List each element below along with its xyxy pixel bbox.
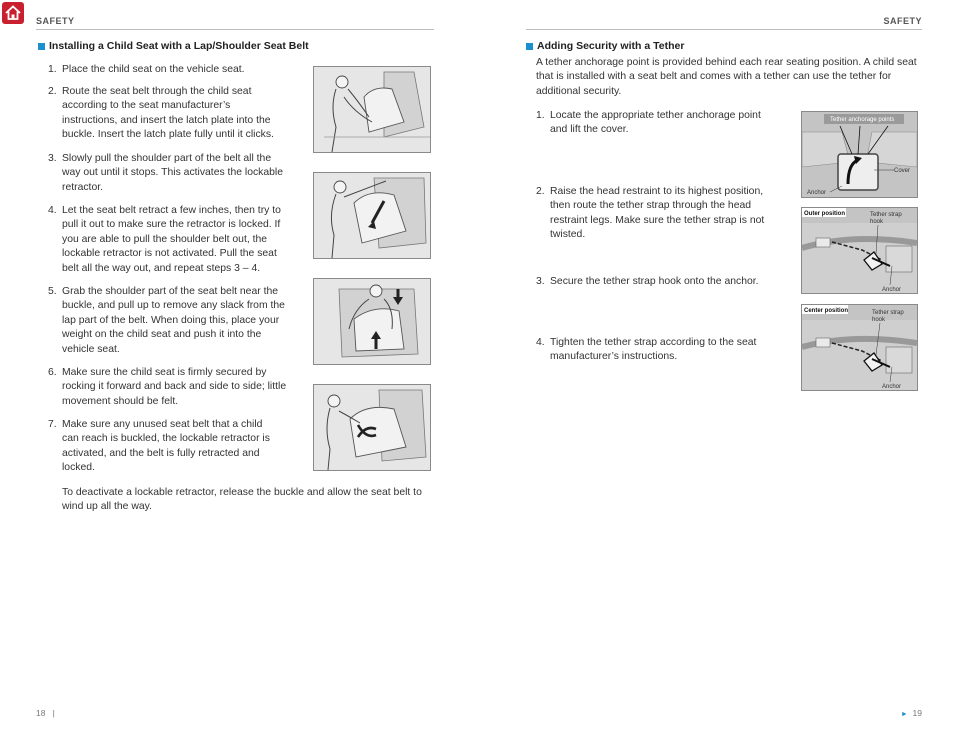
right-section-header: SAFETY: [883, 16, 922, 26]
left-step-7: 7. Make sure any unused seat belt that a child can reach is buckled, the lockable retractor is activated, and the belt is fully retracted and locked.: [48, 419, 270, 474]
section-square-icon: [526, 43, 533, 50]
left-note: To deactivate a lockable retractor, release the buckle and allow the seat belt to wind up all the way.: [62, 487, 422, 513]
fig2-hook-label-2: hook: [870, 219, 884, 225]
fig3-anchor-label: Anchor: [882, 384, 902, 390]
left-step-3: 3. Slowly pull the shoulder part of the belt all the way out until it stops. This activates the lockable retractor.: [48, 153, 284, 193]
illustration-pull-shoulder-belt: [313, 172, 431, 259]
fig3-hook-label-2: hook: [872, 317, 886, 323]
left-section-title-text: Installing a Child Seat with a Lap/Shoulder Seat Belt: [49, 40, 309, 52]
fig3-position-label: Center position: [804, 308, 849, 314]
fig1-caption: Tether anchorage points: [830, 117, 895, 123]
left-step-5: 5. Grab the shoulder part of the seat belt near the buckle, and pull up to remove any slack from the lap part of the belt. When doing this, place your weight on the child seat and push it into the vehicle seat.: [48, 286, 285, 355]
right-step-4: 4. Tighten the tether strap according to the seat manufacturer’s instructions.: [536, 337, 757, 363]
right-step-1: 1. Locate the appropriate tether anchorage point and lift the cover.: [536, 110, 761, 136]
page-arrow-icon: ►: [900, 711, 908, 718]
left-step-4: 4. Let the seat belt retract a few inches, then try to pull it out to make sure the retractor is locked. If you are able to pull the shoulder belt out, the lockable retractor is not activated. Pull the seat belt all the way out, and repeat steps 3 – 4.: [48, 205, 281, 274]
right-section-title-text: Adding Security with a Tether: [537, 40, 685, 52]
figure-outer-position: [801, 207, 918, 294]
section-square-icon: [38, 43, 45, 50]
right-page: [480, 0, 960, 738]
left-section-title: [38, 40, 309, 52]
fig2-hook-label-1: Tether strap: [870, 212, 902, 218]
left-step-6: 6. Make sure the child seat is firmly secured by rocking it forward and back and side to side; little movement should be felt.: [48, 367, 287, 407]
fig2-position-label: Outer position: [804, 211, 845, 217]
fig1-cover-label: Cover: [894, 168, 911, 174]
left-header-rule: [36, 29, 434, 30]
fig1-anchor-label: Anchor: [807, 190, 827, 196]
home-icon: [2, 2, 24, 24]
right-intro: A tether anchorage point is provided behind each rear seating position. A child seat that is installed with a seat belt and comes with a tether can use the tether for additional security.: [536, 57, 917, 97]
illustration-remove-slack: [313, 278, 431, 365]
illustration-place-child-seat: [313, 66, 431, 153]
illustration-rock-child-seat: [313, 384, 431, 471]
figure-center-position: [801, 304, 918, 391]
figure-tether-anchorage-points: [801, 111, 918, 198]
left-step-1: 1. Place the child seat on the vehicle seat.: [48, 64, 245, 75]
right-step-3: 3. Secure the tether strap hook onto the anchor.: [536, 276, 759, 287]
right-section-title: [526, 40, 684, 52]
right-page-number: ► 19: [900, 708, 922, 718]
left-page-number: 18 |: [36, 708, 55, 718]
right-header-rule: [526, 29, 922, 30]
right-step-2: 2. Raise the head restraint to its highest position, then route the tether strap through the head restraint legs. Make sure the tether strap is not twisted.: [536, 186, 765, 241]
left-step-2: 2. Route the seat belt through the child seat according to the seat manufacturer’s instructions, and insert the latch plate into the buckle. Insert the latch plate fully until it clicks.: [48, 86, 274, 141]
fig2-anchor-label: Anchor: [882, 287, 902, 293]
home-button[interactable]: [2, 2, 24, 24]
left-section-header: SAFETY: [36, 16, 75, 26]
fig3-hook-label-1: Tether strap: [872, 310, 904, 316]
